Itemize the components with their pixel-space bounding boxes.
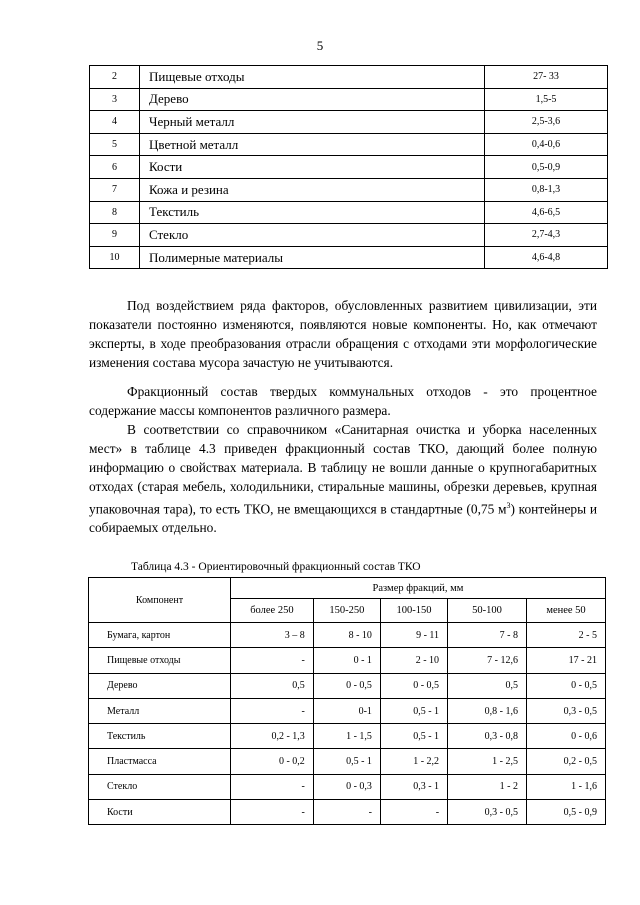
row-number: 6 bbox=[90, 156, 140, 179]
fraction-value: 0,5 bbox=[448, 673, 527, 698]
fraction-value: 17 - 21 bbox=[527, 648, 606, 673]
fraction-value: 0 - 0,5 bbox=[313, 673, 380, 698]
fraction-value: - bbox=[231, 648, 314, 673]
column-header: 50-100 bbox=[448, 599, 527, 623]
fraction-value: 0,3 - 1 bbox=[380, 774, 447, 799]
row-name: Стекло bbox=[140, 224, 485, 247]
paragraph-fraction-definition bbox=[89, 382, 597, 420]
fraction-value: 2 - 5 bbox=[527, 623, 606, 648]
component-header: Компонент bbox=[89, 578, 231, 623]
table-row bbox=[90, 246, 608, 269]
fraction-value: 0 - 1 bbox=[313, 648, 380, 673]
fraction-value: 8 - 10 bbox=[313, 623, 380, 648]
fraction-value: 1 - 2 bbox=[448, 774, 527, 799]
row-value: 4,6-4,8 bbox=[485, 246, 608, 269]
row-name: Цветной металл bbox=[140, 133, 485, 156]
row-number: 2 bbox=[90, 66, 140, 89]
table-row bbox=[90, 66, 608, 89]
row-name: Черный металл bbox=[140, 111, 485, 134]
row-value: 2,5-3,6 bbox=[485, 111, 608, 134]
fraction-value: 7 - 8 bbox=[448, 623, 527, 648]
fraction-value: 0,5 - 1 bbox=[380, 724, 447, 749]
paragraph-factors bbox=[89, 296, 597, 372]
row-value: 0,8-1,3 bbox=[485, 178, 608, 201]
row-number: 9 bbox=[90, 224, 140, 247]
fraction-value: 3 – 8 bbox=[231, 623, 314, 648]
fraction-value: 1 - 2,2 bbox=[380, 749, 447, 774]
fraction-value: 9 - 11 bbox=[380, 623, 447, 648]
component-name: Бумага, картон bbox=[89, 623, 231, 648]
table-caption: Таблица 4.3 - Ориентировочный фракционный состав ТКО bbox=[131, 561, 421, 573]
row-value: 0,4-0,6 bbox=[485, 133, 608, 156]
superscript-cubic: 3 bbox=[506, 501, 511, 510]
table-row bbox=[90, 156, 608, 179]
fraction-value: - bbox=[231, 800, 314, 825]
row-value: 2,7-4,3 bbox=[485, 224, 608, 247]
row-number: 8 bbox=[90, 201, 140, 224]
column-header: менее 50 bbox=[527, 599, 606, 623]
row-number: 10 bbox=[90, 246, 140, 269]
paragraph-fraction-definition-text: Фракционный состав твердых коммунальных отходов - это процентное содержание массы компонентов различного размера. bbox=[89, 384, 597, 418]
paragraph-reference-text-start: В соответствии со справочником «Санитарная очистка и уборка населенных мест» в таблице 4.3 приведен фракционный состав ТКО, дающий более полную информацию о свойствах материала. В таблицу не вошли данные о крупногабаритных отходах (старая мебель, холодильники, стиральные машины, обрезки деревьев, крупная упаковочная тара), то есть ТКО, не вмещающихся в стандартные (0,75 м bbox=[89, 422, 597, 517]
row-number: 3 bbox=[90, 88, 140, 111]
fraction-value: 0 - 0,5 bbox=[527, 673, 606, 698]
row-name: Текстиль bbox=[140, 201, 485, 224]
table-row bbox=[90, 133, 608, 156]
row-value: 27- 33 bbox=[485, 66, 608, 89]
fraction-value: 0,3 - 0,5 bbox=[527, 698, 606, 723]
row-name: Кожа и резина bbox=[140, 178, 485, 201]
fraction-value: 0,2 - 0,5 bbox=[527, 749, 606, 774]
fraction-value: 0,2 - 1,3 bbox=[231, 724, 314, 749]
column-header: более 250 bbox=[231, 599, 314, 623]
fraction-value: 0,5 - 1 bbox=[380, 698, 447, 723]
table-row bbox=[89, 623, 606, 648]
size-header: Размер фракций, мм bbox=[231, 578, 606, 599]
component-name: Дерево bbox=[89, 673, 231, 698]
table-row bbox=[90, 201, 608, 224]
table-row bbox=[89, 800, 606, 825]
fraction-value: 0 - 0,2 bbox=[231, 749, 314, 774]
row-number: 4 bbox=[90, 111, 140, 134]
row-number: 7 bbox=[90, 178, 140, 201]
table-row bbox=[89, 673, 606, 698]
row-number: 5 bbox=[90, 133, 140, 156]
row-name: Пищевые отходы bbox=[140, 66, 485, 89]
table-row bbox=[90, 111, 608, 134]
fraction-value: 7 - 12,6 bbox=[448, 648, 527, 673]
component-name: Текстиль bbox=[89, 724, 231, 749]
component-name: Стекло bbox=[89, 774, 231, 799]
fraction-value: 1 - 1,6 bbox=[527, 774, 606, 799]
fraction-value: 0,5 - 1 bbox=[313, 749, 380, 774]
fraction-value: - bbox=[231, 698, 314, 723]
column-header: 150-250 bbox=[313, 599, 380, 623]
table-row bbox=[90, 178, 608, 201]
row-value: 0,5-0,9 bbox=[485, 156, 608, 179]
fraction-value: 1 - 2,5 bbox=[448, 749, 527, 774]
table-row bbox=[89, 648, 606, 673]
table-row bbox=[89, 724, 606, 749]
column-header: 100-150 bbox=[380, 599, 447, 623]
fraction-value: 0,3 - 0,5 bbox=[448, 800, 527, 825]
table-row bbox=[89, 698, 606, 723]
fraction-value: - bbox=[231, 774, 314, 799]
component-name: Пластмасса bbox=[89, 749, 231, 774]
fraction-value: 0 - 0,6 bbox=[527, 724, 606, 749]
fraction-value: 1 - 1,5 bbox=[313, 724, 380, 749]
row-value: 4,6-6,5 bbox=[485, 201, 608, 224]
component-name: Пищевые отходы bbox=[89, 648, 231, 673]
paragraph-reference-text-end: ) контейнеры и собираемых отдельно. bbox=[89, 501, 597, 536]
page-number: 5 bbox=[316, 38, 324, 53]
fraction-value: 0-1 bbox=[313, 698, 380, 723]
fraction-value: 0,8 - 1,6 bbox=[448, 698, 527, 723]
composition-table bbox=[89, 65, 608, 269]
fraction-value: 0,5 bbox=[231, 673, 314, 698]
fraction-value: 0,3 - 0,8 bbox=[448, 724, 527, 749]
fraction-value: - bbox=[380, 800, 447, 825]
fraction-value: 0 - 0,5 bbox=[380, 673, 447, 698]
table-row bbox=[90, 88, 608, 111]
component-name: Металл bbox=[89, 698, 231, 723]
row-value: 1,5-5 bbox=[485, 88, 608, 111]
component-name: Кости bbox=[89, 800, 231, 825]
fraction-value: 2 - 10 bbox=[380, 648, 447, 673]
fraction-value: 0,5 - 0,9 bbox=[527, 800, 606, 825]
row-name: Дерево bbox=[140, 88, 485, 111]
table-row bbox=[89, 774, 606, 799]
table-row bbox=[89, 749, 606, 774]
paragraph-reference bbox=[89, 420, 597, 537]
paragraph-factors-text: Под воздействием ряда факторов, обусловленных развитием цивилизации, эти показатели постоянно изменяются, появляются новые компоненты. Но, как отмечают эксперты, в ходе преобразования отрасли обращения с отходами эти морфологические изменения состава мусора зачастую не учитываются. bbox=[89, 298, 597, 370]
fraction-value: 0 - 0,3 bbox=[313, 774, 380, 799]
fraction-table bbox=[88, 577, 606, 825]
row-name: Полимерные материалы bbox=[140, 246, 485, 269]
table-row bbox=[90, 224, 608, 247]
row-name: Кости bbox=[140, 156, 485, 179]
fraction-value: - bbox=[313, 800, 380, 825]
